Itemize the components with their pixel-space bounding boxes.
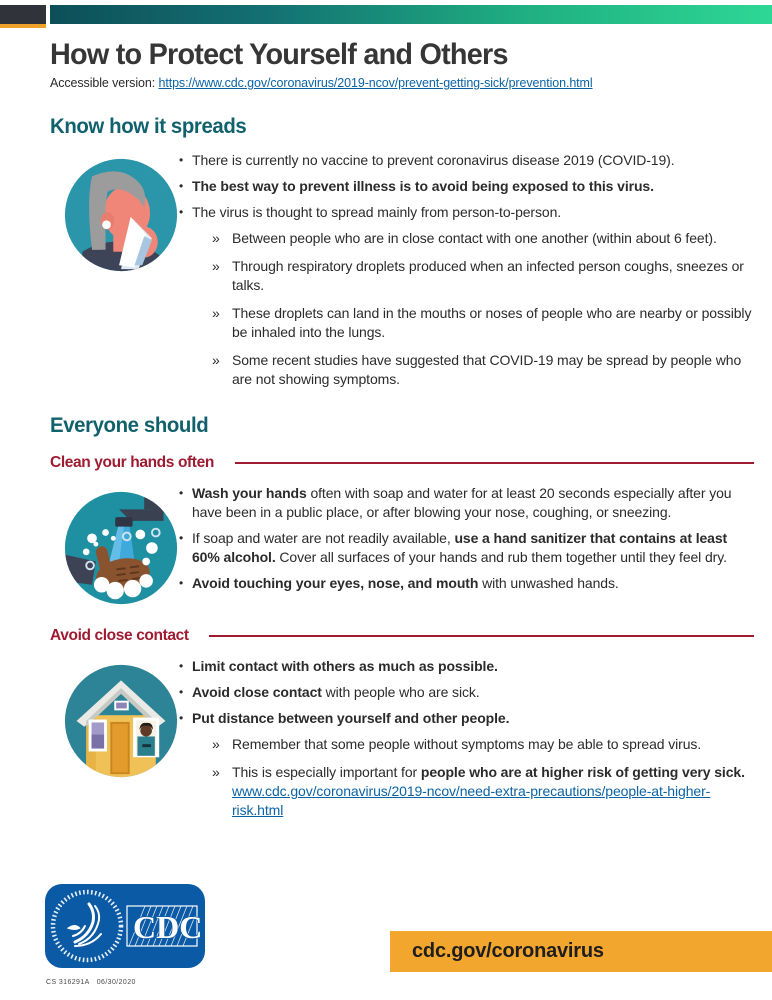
text: Cover all surfaces of your hands and rub them together until they feel dry. [275, 549, 727, 565]
sub-bullet-item [212, 351, 756, 389]
accessible-version-label: Accessible version: [50, 76, 156, 90]
cdc-url-bar [390, 931, 772, 972]
dot-bullet-icon: • [179, 659, 184, 673]
double-angle-bullet-icon: » [212, 764, 220, 780]
document-date: 06/30/2020 [96, 979, 136, 986]
bullet-text [192, 177, 756, 196]
double-angle-bullet-icon: » [212, 230, 220, 246]
text: Between people who are in close contact with one another (within about 6 feet). [232, 230, 717, 246]
clean-bullet-list [179, 482, 756, 611]
top-corner-orange-bar [0, 24, 46, 28]
crimson-rule [235, 462, 754, 464]
know-icon-wrap [50, 149, 179, 398]
bullet-item [179, 709, 756, 728]
avoid-section-row [50, 655, 756, 829]
bullet-item [179, 151, 756, 170]
text: Through respiratory droplets produced when an infected person coughs, sneezes or talks. [232, 258, 744, 293]
clean-icon-wrap [50, 482, 179, 611]
bold-text: Avoid touching your eyes, nose, and mouth [192, 575, 479, 591]
subsection-heading-avoid-contact: Avoid close contact [50, 627, 189, 644]
crimson-rule [209, 635, 754, 637]
sub-bullet-item [212, 735, 756, 754]
cdc-wordmark: CDC [133, 909, 203, 945]
accessible-version-link[interactable]: https://www.cdc.gov/coronavirus/2019-ncov/prevent-getting-sick/prevention.html [158, 76, 593, 90]
sub-bullet-item [212, 763, 756, 820]
dot-bullet-icon: • [179, 711, 184, 725]
inline-link[interactable]: www.cdc.gov/coronavirus/2019-ncov/need-extra-precautions/people-at-higher-risk.html [232, 783, 711, 818]
text: There is currently no vaccine to prevent coronavirus disease 2019 (COVID-19). [192, 152, 675, 168]
bullet-text [192, 151, 756, 170]
avoid-bullet-list [179, 655, 756, 829]
bullet-text [232, 351, 756, 389]
bullet-text [192, 529, 756, 567]
dot-bullet-icon: • [179, 576, 184, 590]
section-heading-everyone-should: Everyone should [50, 414, 209, 437]
bullet-text [232, 229, 756, 248]
text: Some recent studies have suggested that COVID-19 may be spread by people who are not showing symptoms. [232, 352, 742, 387]
bold-text: Put distance between yourself and other people. [192, 710, 510, 726]
bullet-text [192, 657, 756, 676]
double-angle-bullet-icon: » [212, 258, 220, 274]
bullet-text [232, 304, 756, 342]
handwashing-icon [63, 490, 179, 606]
bold-text: people who are at higher risk of getting very sick. [420, 764, 745, 780]
avoid-icon-wrap [50, 655, 179, 829]
bullet-item [179, 177, 756, 196]
bullet-item [179, 203, 756, 222]
bullet-text [232, 257, 756, 295]
cdc-hhs-logo [45, 884, 205, 973]
section-heading-know-how-it-spreads: Know how it spreads [50, 115, 247, 138]
person-covering-sneeze-icon [63, 157, 179, 273]
dot-bullet-icon: • [179, 205, 184, 219]
bullet-text [192, 709, 756, 728]
dot-bullet-icon: • [179, 486, 184, 500]
avoid-contact-heading-row [50, 627, 756, 645]
double-angle-bullet-icon: » [212, 352, 220, 368]
accessible-version-line [50, 76, 756, 90]
know-bullet-list [179, 149, 756, 398]
bold-text: use a hand sanitizer that contains at least 60% alcohol. [192, 530, 728, 565]
text: with unwashed hands. [478, 575, 619, 591]
bullet-text [192, 574, 756, 593]
bullet-text [232, 763, 756, 820]
text: The virus is thought to spread mainly from person-to-person. [192, 204, 562, 220]
dot-bullet-icon: • [179, 153, 184, 167]
clean-section-row [50, 482, 756, 611]
cdc-url-text: cdc.gov/coronavirus [412, 940, 604, 962]
double-angle-bullet-icon: » [212, 305, 220, 321]
cdc-hhs-logo-graphic [45, 884, 205, 968]
document-number: CS 316291A [46, 979, 90, 986]
text: Remember that some people without symptoms may be able to spread virus. [232, 736, 702, 752]
top-corner-dark-bar [0, 5, 46, 24]
top-gradient-bar [50, 5, 772, 24]
house-stay-home-icon [63, 663, 179, 779]
dot-bullet-icon: • [179, 685, 184, 699]
bullet-text [192, 484, 756, 522]
bullet-text [192, 683, 756, 702]
double-angle-bullet-icon: » [212, 736, 220, 752]
bullet-item [179, 683, 756, 702]
sub-bullet-item [212, 257, 756, 295]
text: If soap and water are not readily available, [192, 530, 455, 546]
text: with people who are sick. [321, 684, 480, 700]
know-section-row [50, 149, 756, 398]
sub-bullet-item [212, 304, 756, 342]
bold-text: Avoid close contact [192, 684, 322, 700]
bold-text: Limit contact with others as much as possible. [192, 658, 498, 674]
bullet-text [192, 203, 756, 222]
text: This is especially important for [232, 764, 421, 780]
bullet-item [179, 574, 756, 593]
subsection-heading-clean-hands: Clean your hands often [50, 454, 214, 471]
dot-bullet-icon: • [179, 179, 184, 193]
clean-hands-heading-row [50, 454, 756, 472]
bullet-item [179, 484, 756, 522]
document-number-line [46, 979, 136, 986]
bold-text: Wash your hands [192, 485, 307, 501]
bullet-text [232, 735, 756, 754]
sub-bullet-item [212, 229, 756, 248]
bullet-item [179, 657, 756, 676]
text: These droplets can land in the mouths or noses of people who are nearby or possibly be inhaled into the lungs. [232, 305, 752, 340]
text: often with soap and water for at least 20 seconds especially after you have been in a public place, or after blowing your nose, coughing, or sneezing. [192, 485, 732, 520]
document-content [50, 38, 756, 829]
page-title: How to Protect Yourself and Others [50, 38, 508, 71]
bold-text: The best way to prevent illness is to avoid being exposed to this virus. [192, 178, 654, 194]
bullet-item [179, 529, 756, 567]
dot-bullet-icon: • [179, 531, 184, 545]
